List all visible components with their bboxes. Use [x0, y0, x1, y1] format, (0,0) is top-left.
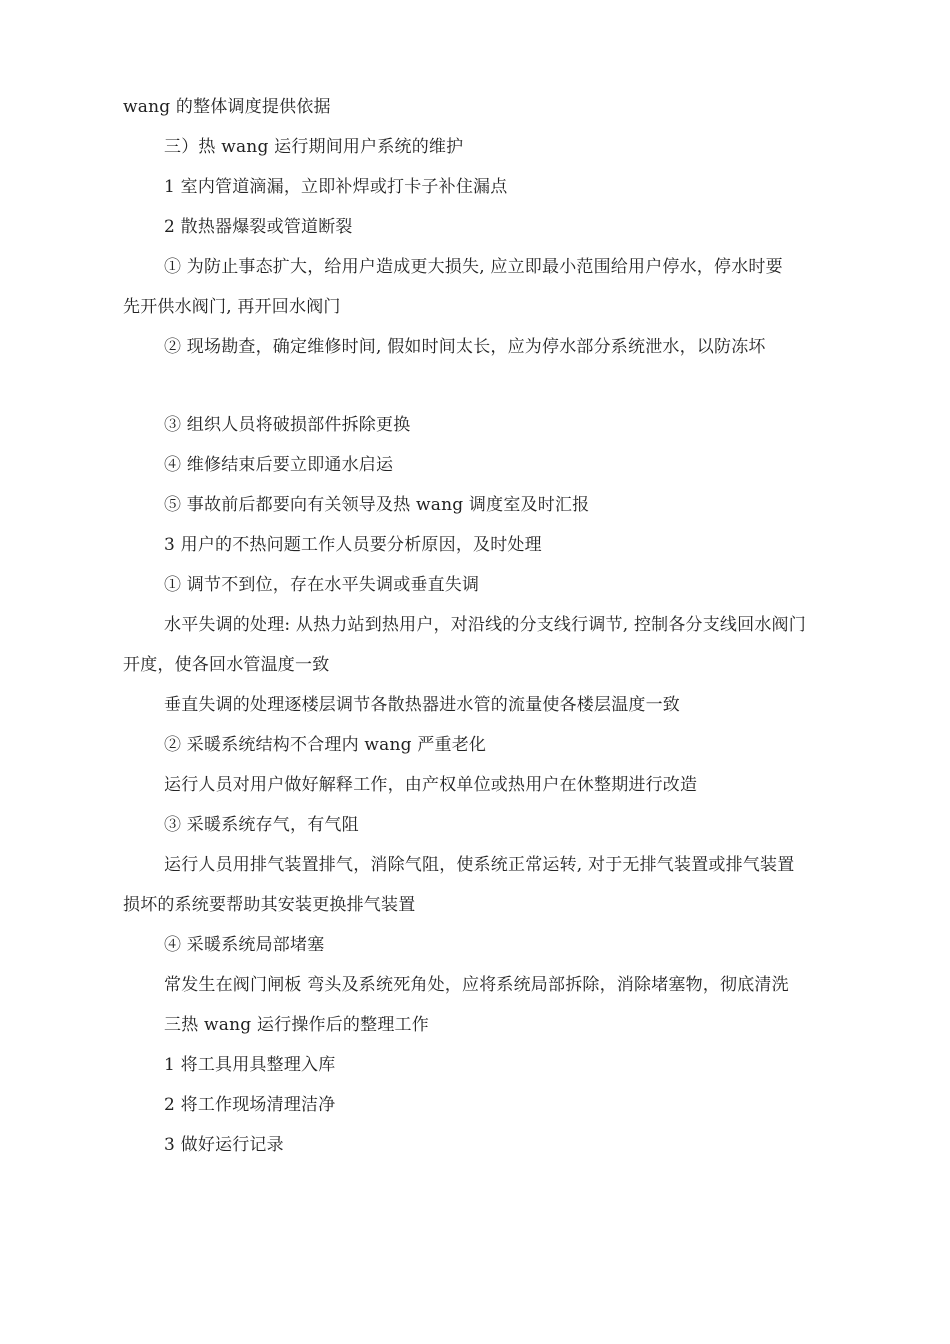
- text-line-6: 先开供水阀门, 再开回水阀门: [123, 297, 341, 317]
- text-line-22: 常发生在阀门闸板 弯头及系统死角处，应将系统局部拆除，消除堵塞物，彻底清洗: [164, 975, 789, 995]
- text-line-13: 水平失调的处理: 从热力站到热用户，对沿线的分支线行调节, 控制各分支线回水阀门: [164, 615, 806, 635]
- text-line-7: ② 现场勘查，确定维修时间, 假如时间太长，应为停水部分系统泄水，以防冻坏: [164, 337, 766, 357]
- text-line-3: 1 室内管道滴漏，立即补焊或打卡子补住漏点: [164, 177, 508, 197]
- text-line-24: 1 将工具用具整理入库: [164, 1055, 336, 1075]
- text-line-19: 运行人员用排气装置排气，消除气阻，使系统正常运转, 对于无排气装置或排气装置: [164, 855, 795, 875]
- text-line-11: 3 用户的不热问题工作人员要分析原因，及时处理: [164, 535, 542, 555]
- section-heading-user-system-maintenance: 三）热 wang 运行期间用户系统的维护: [164, 137, 464, 157]
- text-line-8: ③ 组织人员将破损部件拆除更换: [164, 415, 411, 435]
- text-line-5: ① 为防止事态扩大，给用户造成更大损失, 应立即最小范围给用户停水，停水时要: [164, 257, 783, 277]
- text-line-21: ④ 采暖系统局部堵塞: [164, 935, 325, 955]
- text-line-15: 垂直失调的处理逐楼层调节各散热器进水管的流量使各楼层温度一致: [164, 695, 680, 715]
- text-line-18: ③ 采暖系统存气，有气阻: [164, 815, 359, 835]
- text-line-20: 损坏的系统要帮助其安装更换排气装置: [123, 895, 416, 915]
- text-line-1: wang 的整体调度提供依据: [123, 97, 331, 117]
- text-line-16: ② 采暖系统结构不合理内 wang 严重老化: [164, 735, 487, 755]
- text-line-17: 运行人员对用户做好解释工作，由产权单位或热用户在休整期进行改造: [164, 775, 698, 795]
- section-heading-post-operation-cleanup: 三热 wang 运行操作后的整理工作: [164, 1015, 429, 1035]
- text-line-14: 开度，使各回水管温度一致: [123, 655, 330, 675]
- text-line-25: 2 将工作现场清理洁净: [164, 1095, 336, 1115]
- text-line-4: 2 散热器爆裂或管道断裂: [164, 217, 353, 237]
- text-line-9: ④ 维修结束后要立即通水启运: [164, 455, 394, 475]
- text-line-10: ⑤ 事故前后都要向有关领导及热 wang 调度室及时汇报: [164, 495, 590, 515]
- text-line-26: 3 做好运行记录: [164, 1135, 284, 1155]
- text-line-12: ① 调节不到位，存在水平失调或垂直失调: [164, 575, 480, 595]
